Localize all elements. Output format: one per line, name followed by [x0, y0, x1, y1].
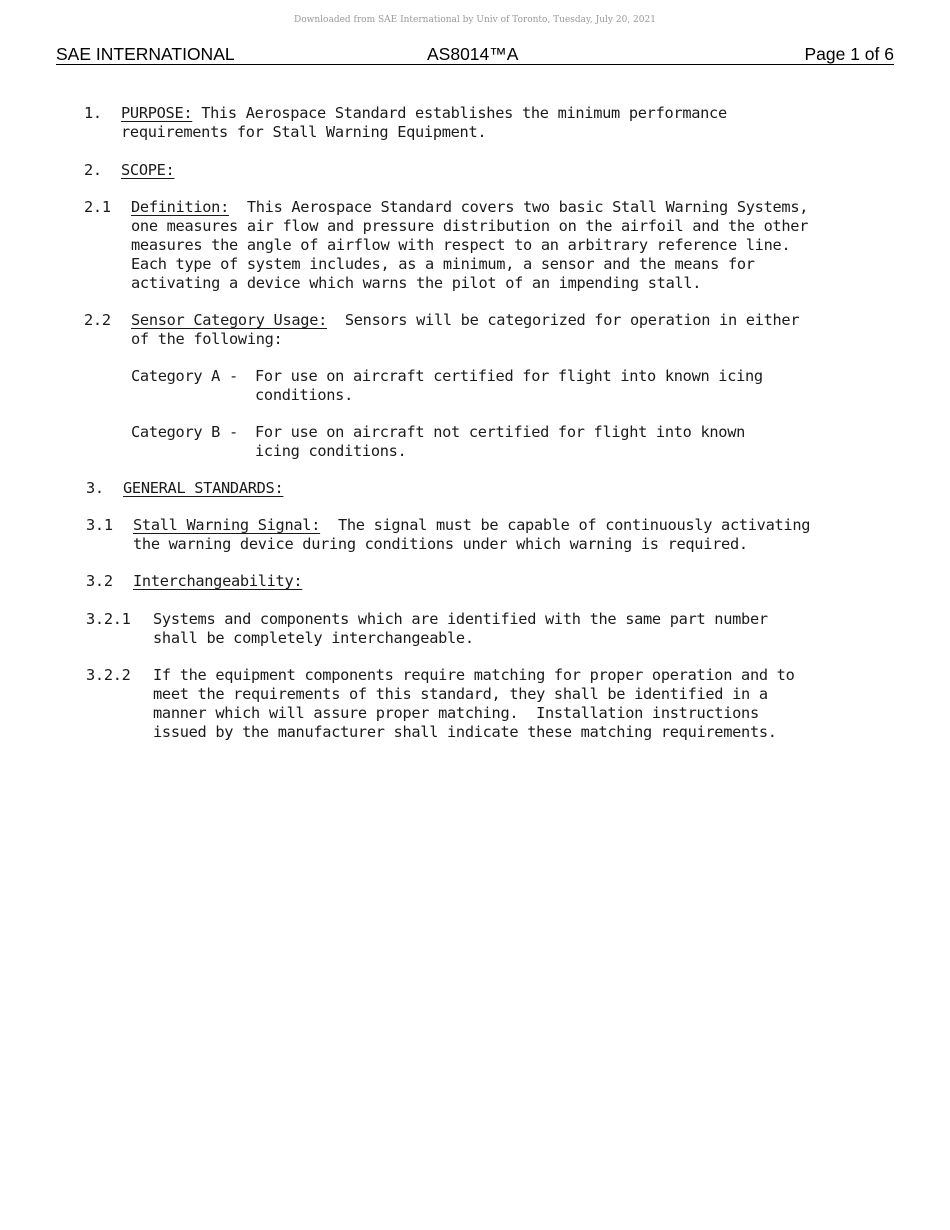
- page-number: Page 1 of 6: [804, 44, 894, 64]
- section-heading: Definition:: [131, 198, 230, 216]
- section-text-line: [131, 198, 808, 217]
- page-header: [56, 44, 894, 65]
- category-a-text-line: For use on aircraft certified for flight into known icing: [255, 367, 763, 385]
- section-text-line: issued by the manufacturer shall indicate these matching requirements.: [153, 723, 777, 741]
- section-heading: GENERAL STANDARDS:: [123, 479, 284, 497]
- download-notice: Downloaded from SAE International by Univ of Toronto, Tuesday, July 20, 2021: [294, 15, 656, 25]
- section-text-line: Each type of system includes, as a minimum, a sensor and the means for: [131, 255, 755, 273]
- text-run: The signal must be capable of continuously activating: [337, 516, 811, 534]
- section-text-line: of the following:: [131, 330, 283, 348]
- section-number: 3.2.1: [86, 610, 131, 628]
- section-number: 1.: [84, 104, 102, 122]
- document-number: AS8014™A: [427, 44, 519, 64]
- section-heading: PURPOSE:: [121, 104, 193, 122]
- section-text-line: activating a device which warns the pilot of an impending stall.: [131, 274, 702, 292]
- category-a-label: Category A -: [131, 367, 238, 385]
- section-text-line: one measures air flow and pressure distribution on the airfoil and the other: [131, 217, 809, 235]
- text-run: This Aerospace Standard covers two basic Stall Warning Systems,: [246, 198, 809, 216]
- section-number: 3.2: [86, 572, 113, 590]
- section-heading: Stall Warning Signal:: [133, 516, 321, 534]
- section-number: 2.: [84, 161, 102, 179]
- section-text-line: the warning device during conditions under which warning is required.: [133, 535, 748, 553]
- category-b-label: Category B -: [131, 423, 238, 441]
- category-b-text-line: icing conditions.: [255, 442, 407, 460]
- category-b-text-line: For use on aircraft not certified for flight into known: [255, 423, 746, 441]
- section-text-line: If the equipment components require matching for proper operation and to: [153, 666, 795, 684]
- section-text-line: measures the angle of airflow with respect to an arbitrary reference line.: [131, 236, 791, 254]
- section-text-line: meet the requirements of this standard, they shall be identified in a: [153, 685, 768, 703]
- section-text-line: [123, 479, 283, 498]
- text-run: This Aerospace Standard establishes the minimum performance: [201, 104, 727, 122]
- organization-name: SAE INTERNATIONAL: [56, 44, 235, 64]
- category-a-text-line: conditions.: [255, 386, 354, 404]
- section-number: 3.2.2: [86, 666, 131, 684]
- section-number: 2.1: [84, 198, 111, 216]
- section-number: 3.1: [86, 516, 113, 534]
- section-heading: SCOPE:: [121, 161, 175, 179]
- section-heading: Sensor Category Usage:: [131, 311, 328, 329]
- section-text-line: shall be completely interchangeable.: [153, 629, 474, 647]
- text-run: Sensors will be categorized for operation in either: [344, 311, 800, 329]
- section-heading: Interchangeability:: [133, 572, 303, 590]
- section-text-line: [133, 516, 810, 535]
- section-text-line: Systems and components which are identified with the same part number: [153, 610, 768, 628]
- section-text-line: [131, 311, 799, 330]
- section-text-line: requirements for Stall Warning Equipment.: [121, 123, 487, 141]
- section-number: 2.2: [84, 311, 111, 329]
- section-text-line: manner which will assure proper matching. Installation instructions: [153, 704, 759, 722]
- section-number: 3.: [86, 479, 104, 497]
- section-text-line: [121, 104, 727, 123]
